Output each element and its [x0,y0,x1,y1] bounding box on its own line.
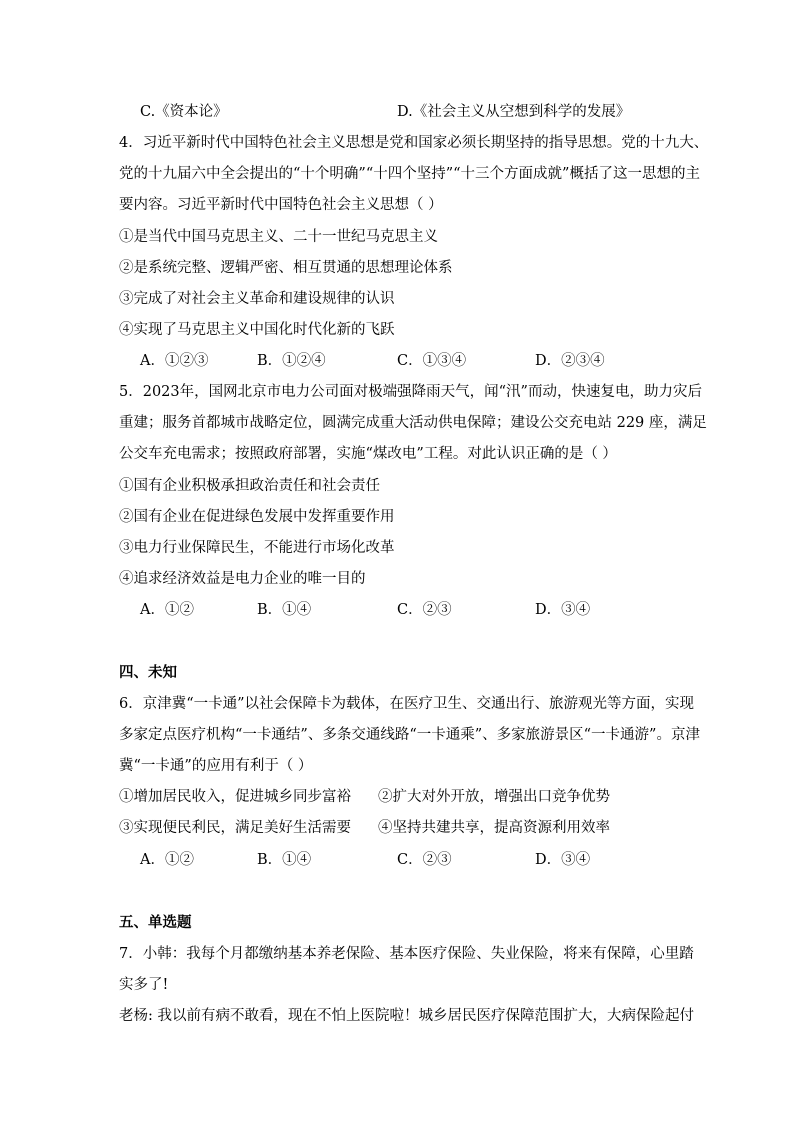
q5-statement-4: ④追求经济效益是电力企业的唯一目的 [119,571,366,587]
q5-stem-line-3: 公交车充电需求；按照政府部署，实施“煤改电”工程。对此认识正确的是（ ） [119,446,617,462]
section-4-title: 四、未知 [119,664,177,681]
q4-stem-line-1: 4．习近平新时代中国特色社会主义思想是党和国家必须长期坚持的指导思想。党的十九大、 [119,135,709,151]
q6-choice-d: D．③④ [535,852,591,868]
q5-statement-1: ①国有企业积极承担政治责任和社会责任 [119,478,380,494]
q6-statement-3: ③实现便民利民，满足美好生活需要 [119,820,351,836]
q4-choice-b: B．①②④ [257,353,326,369]
q6-stem-line-1: 6．京津冀“一卡通”以社会保障卡为载体，在医疗卫生、交通出行、旅游观光等方面，实现 [119,696,695,712]
q7-stem-line-1: 7．小韩：我每个月都缴纳基本养老保险、基本医疗保险、失业保险，将来有保障，心里踏 [119,946,694,962]
q3-option-d: D.《社会主义从空想到科学的发展》 [397,104,631,120]
q5-choice-d: D．③④ [535,602,591,618]
q6-choice-a: A．①② [140,852,194,868]
q4-statement-3: ③完成了对社会主义革命和建设规律的认识 [119,291,395,307]
q4-choice-a: A．①②③ [140,353,209,369]
q4-choice-d: D．②③④ [535,353,605,369]
q5-choice-a: A．①② [140,602,194,618]
q6-stem-line-2: 多家定点医疗机构“一卡通结”、多条交通线路“一卡通乘”、多家旅游景区“一卡通游”。京津 [119,727,700,743]
q6-statement-1: ①增加居民收入，促进城乡同步富裕 [119,789,351,805]
q6-statement-2: ②扩大对外开放，增强出口竞争优势 [378,789,610,805]
q6-statement-4: ④坚持共建共享，提高资源利用效率 [378,820,610,836]
q4-statement-2: ②是系统完整、逻辑严密、相互贯通的思想理论体系 [119,260,453,276]
q4-stem-line-3: 要内容。习近平新时代中国特色社会主义思想（ ） [119,197,443,213]
q6-choice-b: B．①④ [257,852,312,868]
q5-statement-3: ③电力行业保障民生，不能进行市场化改革 [119,540,395,556]
q5-choice-c: C．②③ [397,602,452,618]
q7-stem-line-2: 实多了! [119,977,169,993]
q7-stem-line-3: 老杨: 我以前有病不敢看，现在不怕上医院啦！城乡居民医疗保障范围扩大，大病保险起付 [119,1008,694,1024]
q4-statement-1: ①是当代中国马克思主义、二十一世纪马克思主义 [119,229,438,245]
section-5-title: 五、单选题 [119,914,192,931]
q5-stem-line-1: 5．2023年，国网北京市电力公司面对极端强降雨天气，闻“汛”而动，快速复电，助力灾后 [119,384,702,400]
q3-option-c: C.《资本论》 [140,104,228,120]
q5-statement-2: ②国有企业在促进绿色发展中发挥重要作用 [119,509,395,525]
q4-choice-c: C．①③④ [397,353,467,369]
q4-statement-4: ④实现了马克思主义中国化时代化新的飞跃 [119,322,395,338]
q5-choice-b: B．①④ [257,602,312,618]
q6-choice-c: C．②③ [397,852,452,868]
q4-stem-line-2: 党的十九届六中全会提出的“十个明确”“十四个坚持”“十三个方面成就”概括了这一思想的主 [119,166,700,182]
q5-stem-line-2: 重建；服务首都城市战略定位，圆满完成重大活动供电保障；建设公交充电站 229 座，满足 [119,415,707,431]
q6-stem-line-3: 冀“一卡通”的应用有利于（ ） [119,758,313,774]
